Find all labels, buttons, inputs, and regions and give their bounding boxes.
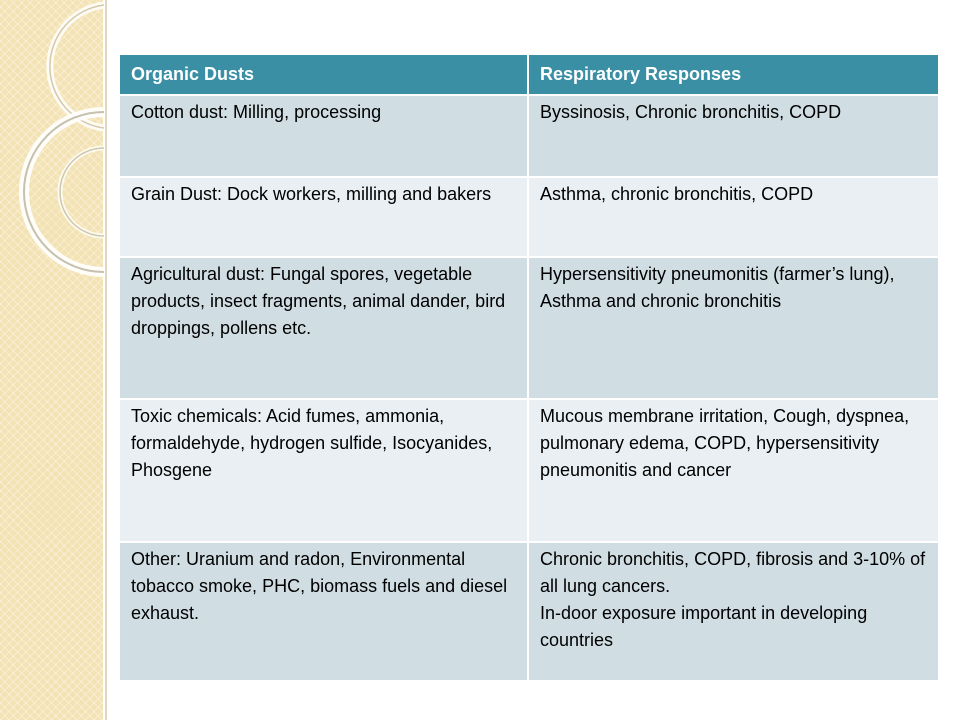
- cell-text: In-door exposure important in developing countries: [540, 603, 868, 650]
- cell-text: Cotton dust: Milling, processing: [131, 102, 382, 122]
- response-cell: [528, 399, 939, 542]
- header-organic-dusts: Organic Dusts: [120, 55, 528, 95]
- response-cell: [528, 542, 939, 680]
- table-row: [120, 257, 939, 399]
- cell-text: Chronic bronchitis, COPD, fibrosis and 3-10% of all lung cancers.: [540, 549, 926, 596]
- respiratory-exposure-table: [120, 55, 940, 680]
- table-row: [120, 399, 939, 542]
- exposure-cell: [120, 399, 528, 542]
- table-header-row: [120, 55, 939, 95]
- cell-text: Agricultural dust: Fungal spores, vegetable products, insect fragments, animal dander, bird droppings, pollens etc.: [131, 264, 506, 338]
- cell-text: Asthma, chronic bronchitis, COPD: [540, 184, 814, 204]
- exposure-cell: [120, 95, 528, 177]
- response-cell: [528, 95, 939, 177]
- table-row: [120, 177, 939, 257]
- exposure-cell: [120, 257, 528, 399]
- cell-text: Other: Uranium and radon, Environmental tobacco smoke, PHC, biomass fuels and diesel exhaust.: [131, 549, 508, 623]
- cell-text: Byssinosis, Chronic bronchitis, COPD: [540, 102, 842, 122]
- response-cell: [528, 257, 939, 399]
- cell-text: Toxic chemicals: Acid fumes, ammonia, formaldehyde, hydrogen sulfide, Isocyanides, Phosgene: [131, 406, 493, 480]
- response-cell: [528, 177, 939, 257]
- cell-text: Grain Dust: Dock workers, milling and bakers: [131, 184, 492, 204]
- table-row: [120, 95, 939, 177]
- cell-text: Mucous membrane irritation, Cough, dyspnea, pulmonary edema, COPD, hypersensitivity pneumonitis and cancer: [540, 406, 910, 480]
- exposure-cell: [120, 177, 528, 257]
- cell-text: Hypersensitivity pneumonitis (farmer’s lung), Asthma and chronic bronchitis: [540, 264, 895, 311]
- exposure-cell: [120, 542, 528, 680]
- table-row: [120, 542, 939, 680]
- header-respiratory-responses: Respiratory Responses: [528, 55, 939, 95]
